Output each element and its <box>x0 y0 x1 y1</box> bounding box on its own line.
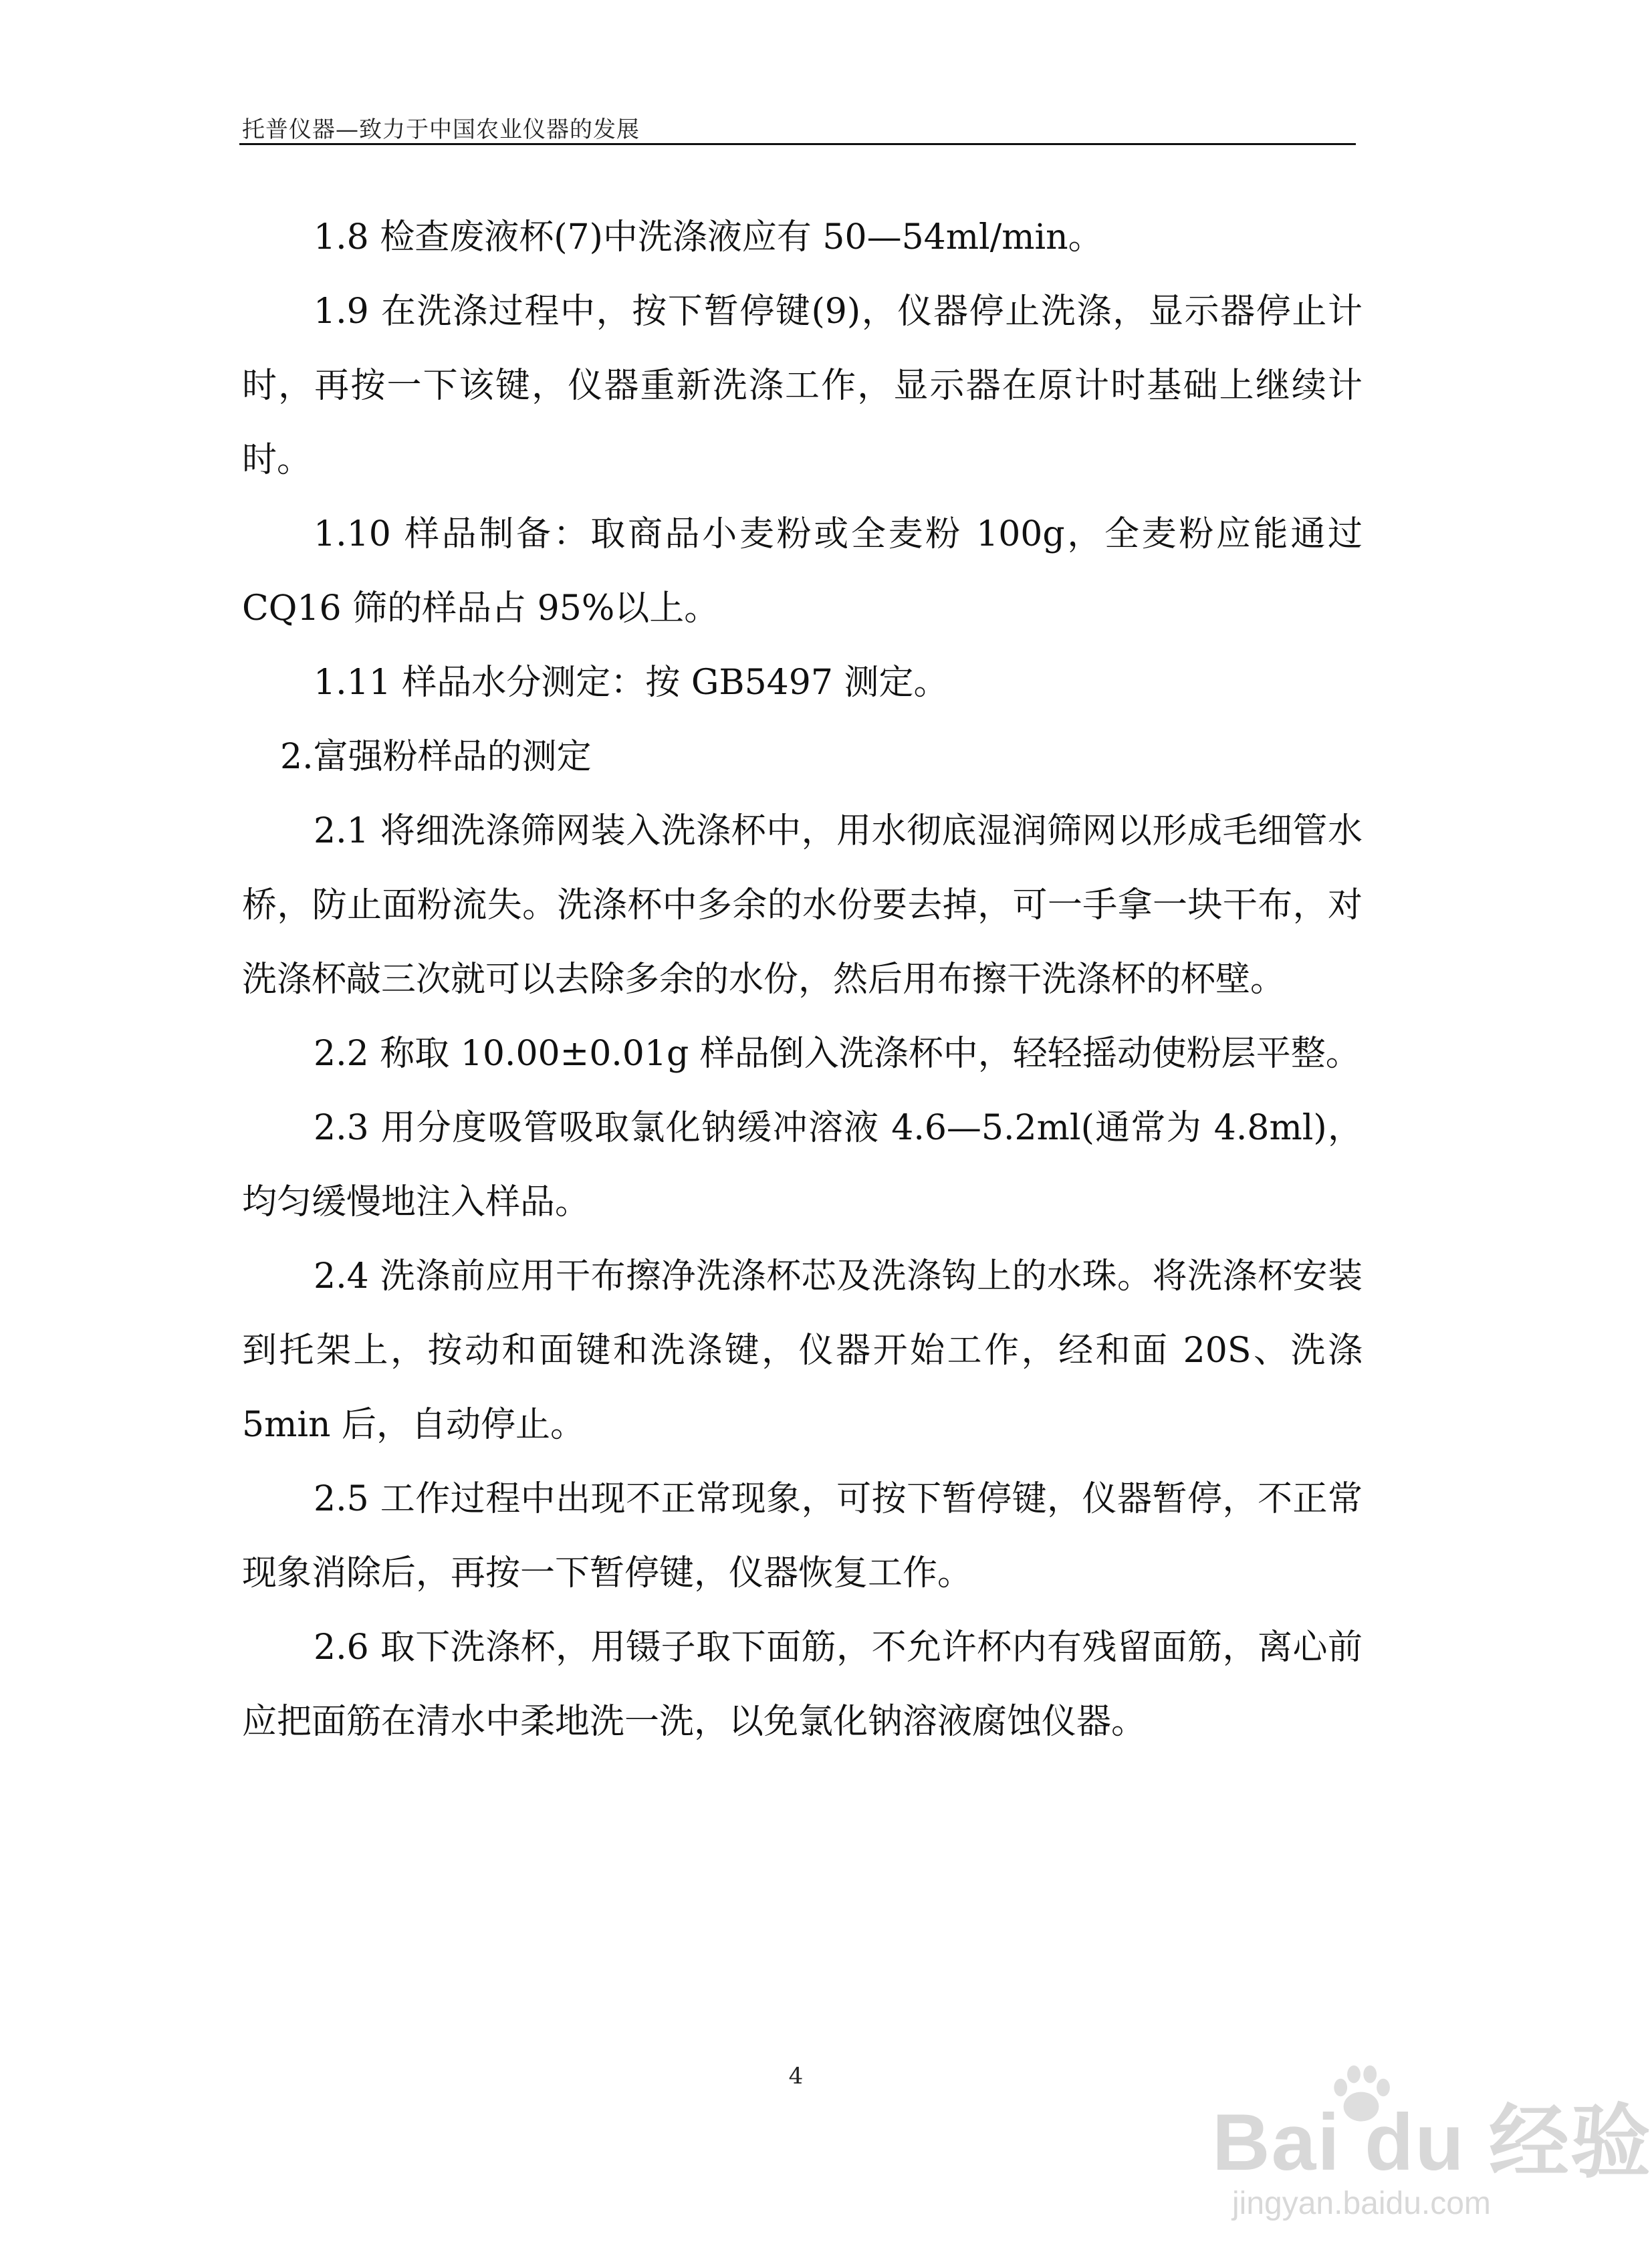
paragraph-2-5: 2.5 工作过程中出现不正常现象，可按下暂停键，仪器暂停，不正常现象消除后，再按一下暂停键，仪器恢复工作。 <box>242 1479 1363 1593</box>
paragraph-2-3: 2.3 用分度吸管吸取氯化钠缓冲溶液 4.6—5.2ml(通常为 4.8ml)，均匀缓慢地注入样品。 <box>242 1108 1363 1222</box>
watermark-url: jingyan.baidu.com <box>1232 2186 1491 2221</box>
paragraph-2-2: 2.2 称取 10.00±0.01g 样品倒入洗涤杯中，轻轻摇动使粉层平整。 <box>314 1034 1361 1074</box>
paragraph-2-1: 2.1 将细洗涤筛网装入洗涤杯中，用水彻底湿润筛网以形成毛细管水桥，防止面粉流失。洗涤杯中多余的水份要去掉，可一手拿一块干布，对洗涤杯敲三次就可以去除多余的水份，然后用布擦干洗涤杯的杯壁。 <box>242 811 1363 1000</box>
paragraph-1-8: 1.8 检查废液杯(7)中洗涤液应有 50—54ml/min。 <box>314 217 1103 257</box>
paragraph-1-9: 1.9 在洗涤过程中，按下暂停键(9)，仪器停止洗涤，显示器停止计时，再按一下该键，仪器重新洗涤工作，显示器在原计时基础上继续计时。 <box>242 292 1363 480</box>
baidu-jingyan-watermark <box>1212 2051 1652 2232</box>
section-heading-2: 2.富强粉样品的测定 <box>280 737 592 777</box>
paragraph-1-10: 1.10 样品制备：取商品小麦粉或全麦粉 100g，全麦粉应能通过 CQ16 筛的样品占 95%以上。 <box>242 514 1363 629</box>
page-number: 4 <box>788 2063 804 2090</box>
document-body <box>242 201 1363 1759</box>
paragraph-1-11: 1.11 样品水分测定：按 GB5497 测定。 <box>314 663 949 703</box>
paragraph-2-4: 2.4 洗涤前应用干布擦净洗涤杯芯及洗涤钩上的水珠。将洗涤杯安装到托架上，按动和面键和洗涤键，仪器开始工作，经和面 20S、洗涤 5min 后，自动停止。 <box>242 1256 1363 1445</box>
paragraph-2-6: 2.6 取下洗涤杯，用镊子取下面筋，不允许杯内有残留面筋，离心前应把面筋在清水中柔地洗一洗，以免氯化钠溶液腐蚀仪器。 <box>242 1627 1363 1742</box>
watermark-brand: Bai du 经验 <box>1212 2098 1652 2187</box>
header-divider <box>239 143 1356 145</box>
page-header-title: 托普仪器—致力于中国农业仪器的发展 <box>242 116 640 143</box>
